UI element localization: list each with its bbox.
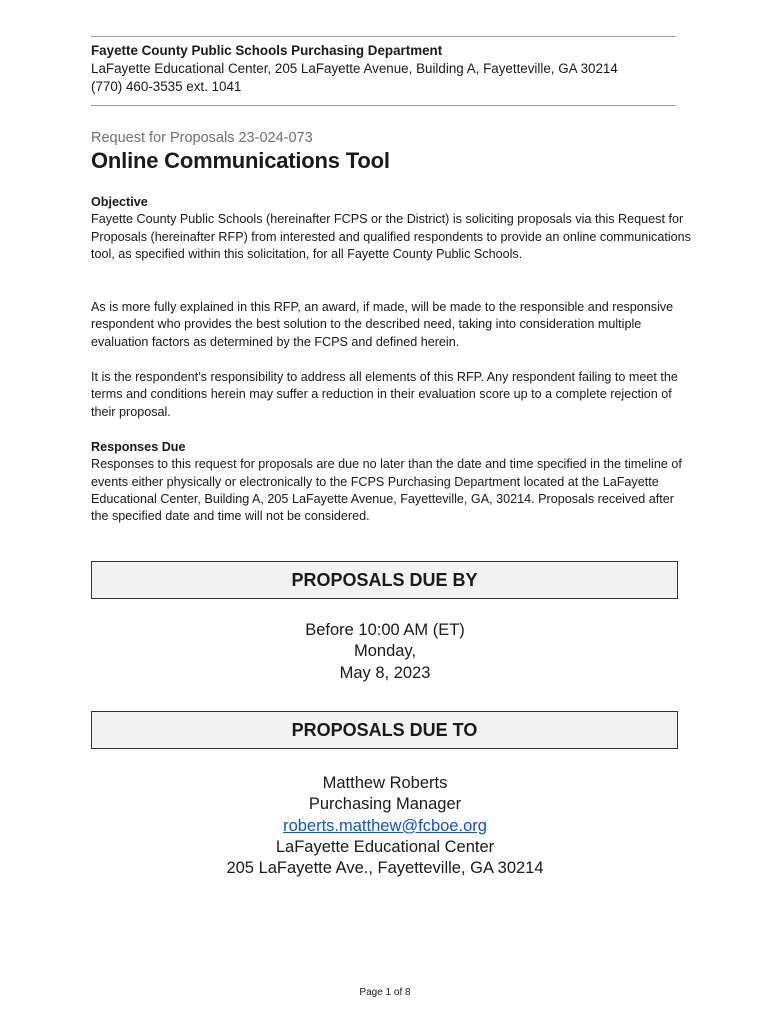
letterhead (91, 42, 691, 96)
responses-due-heading: Responses Due (91, 440, 186, 454)
contact-email-link[interactable]: roberts.matthew@fcboe.org (283, 816, 487, 835)
award-paragraph: As is more fully explained in this RFP, an award, if made, will be made to the responsible and responsive respondent who provides the best solution to the described need, taking into consideration multiple evaluation factors as determined by the FCPS and defined herein. (91, 300, 674, 349)
objective-section (91, 194, 691, 263)
responsibility-paragraph: It is the respondent’s responsibility to address all elements of this RFP. Any respondent failing to meet the terms and conditions herein may suffer a reduction in their evaluation score up to a complete rejection of their proposal. (91, 370, 678, 419)
responses-due-section (91, 439, 691, 525)
page-number: Page 1 of 8 (359, 987, 411, 998)
letterhead-org: Fayette County Public Schools Purchasing Department (91, 43, 443, 58)
proposals-due-to-banner: PROPOSALS DUE TO (91, 711, 678, 749)
header-bottom-rule (91, 105, 676, 106)
contact-name: Matthew Roberts (322, 774, 448, 792)
letterhead-address: LaFayette Educational Center, 205 LaFayette Avenue, Building A, Fayetteville, GA 30214 (91, 61, 618, 76)
responses-due-text: Responses to this request for proposals are due no later than the date and time specified in the timeline of events either physically or electronically to the FCPS Purchasing Department located at the LaFayette Educational Center, Building A, 205 LaFayette Avenue, Fayetteville, GA, 30214. Proposals received after the specified date and time will not be considered. (91, 457, 682, 524)
due-day: Monday, (353, 642, 417, 661)
due-date: May 8, 2023 (339, 663, 431, 682)
due-by-details (0, 620, 770, 684)
objective-heading: Objective (91, 195, 148, 209)
page-title: Online Communications Tool (91, 148, 390, 173)
header-top-rule (91, 36, 676, 37)
contact-role: Purchasing Manager (308, 795, 462, 814)
rfp-number: Request for Proposals 23-024-073 (91, 130, 313, 146)
due-to-details (0, 773, 770, 879)
proposals-due-by-banner: PROPOSALS DUE BY (91, 561, 678, 599)
due-time: Before 10:00 AM (ET) (305, 621, 465, 639)
objective-text: Fayette County Public Schools (hereinafter FCPS or the District) is soliciting proposals via this Request for Proposals (hereinafter RFP) from interested and qualified respondents to provide an online communications tool, as specified within this solicitation, for all Fayette County Public Schools. (91, 212, 691, 261)
contact-building: LaFayette Educational Center (275, 837, 495, 856)
contact-address: 205 LaFayette Ave., Fayetteville, GA 30214 (226, 859, 544, 878)
letterhead-phone: (770) 460-3535 ext. 1041 (91, 79, 242, 94)
